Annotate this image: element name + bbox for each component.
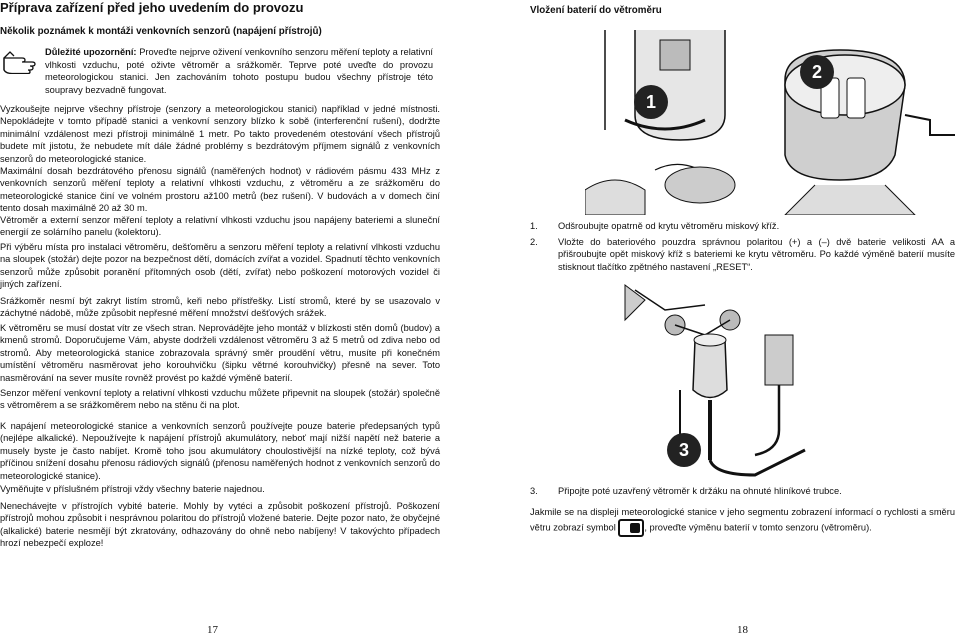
- step-marker-2: 2: [800, 55, 834, 89]
- paragraph: Větroměr a externí senzor měření teploty a relativní vlhkosti vzduchu jsou napájeny bateriemi a sluneční energií ze solárního panelu (kolektoru).: [0, 215, 440, 238]
- paragraph: Senzor měření venkovní teploty a relativní vlhkosti vzduchu můžete připevnit na sloupek (stožár) společně s větroměrem a se srážkoměrem nebo na stěnu či na plot.: [0, 388, 440, 411]
- warning-box: [45, 46, 433, 96]
- page-title: Příprava zařízení před jeho uvedením do provozu: [0, 0, 304, 15]
- list-item: 1. Odšroubujte opatrně od krytu větroměru miskový kříž.: [530, 221, 780, 231]
- battery-low-icon: [618, 519, 644, 537]
- list-item: 2. Vložte do bateriového pouzdra správnou polaritou (+) a (–) dvě baterie velikosti AA a přišroubujte opět miskový kříž s bateriemi ke krytu větroměru. Po každé výměně baterií musíte stisknout tlačítko zpětného nastavení „RESET“.: [530, 237, 955, 272]
- paragraph: Nenechávejte v přístrojích vybité baterie. Mohly by vytéci a způsobit poškození přístrojů. Poškození přístrojů mohou způsobit i nesprávnou polaritou do přístrojů vložené baterie. Dejte pozor nato, že obyčejné (alkalické) baterie nesmějí být zkratovány, odhazovány do ohně nebo nabíjeny! V takovýchto případech hrozí nebezpečí exploze!: [0, 501, 440, 549]
- pointing-hand-icon: [2, 50, 40, 74]
- list-item: 3. Připojte poté uzavřený větroměr k držáku na ohnuté hliníkové trubce.: [530, 486, 842, 496]
- paragraph: K větroměru se musí dostat vítr ze všech stran. Neprovádějte jeho montáž v blízkosti stěn domů (budov) a kmenů stromů. Doporučujeme Vám, abyste dodrželi vzdálenost větroměru 3 až 5 metrů od zdiva nebo od stromů. Aby meteorologická stanice zobrazovala správný směr proudění větru, musíte při konečném umístění větroměru nasměrovat jeho korouhvičku (šipku větrné korouhvičky) přesně na sever. Toto nasměrování na sever musíte rovněž provést po každé výměně baterií.: [0, 323, 440, 383]
- paragraph: Vyměňujte v příslušném přístroji vždy všechny baterie najednou.: [0, 484, 265, 494]
- warning-label: Důležité upozornění:: [45, 47, 137, 57]
- anemometer-mount-illustration: [605, 280, 835, 480]
- step-marker-1: 1: [634, 85, 668, 119]
- warning-text: Proveďte nejprve oživení venkovního senzoru měření teploty a relativní vlhkosti vzduchu, poté oživte větroměr a srážkoměr. Teprve poté uveďte do provozu meteorologickou stanici. Jen zachováním tohoto postupu budou všechny přístroje této soupravy bezvadně fungovat.: [45, 47, 433, 95]
- battery-housing-illustration: [585, 20, 955, 215]
- paragraph: K napájení meteorologické stanice a venkovních senzorů používejte pouze baterie předepsaných typů (nejlépe alkalické). Nepoužívejte k napájení přístrojů akumulátory, neboť mají nižší napětí než baterie a musely byste je často nabíjet. Kromě toho jsou akumulátory choulostivější na nízké teploty, což bývá příčinou snížení dosahu přenosu rádiových signálů (přenosu naměřených hodnot z venkovních senzorů do meteorologické stanice).: [0, 421, 440, 481]
- final-paragraph: Jakmile se na displeji meteorologické stanice v jeho segmentu zobrazení informací o rychlosti a směru větru zobrazí symbol , proveďte výměnu baterií v tomto senzoru (větroměru).: [530, 506, 955, 537]
- page-number: 18: [737, 624, 748, 636]
- paragraph: Vyzkoušejte nejprve všechny přístroje (senzory a meteorologickou stanici) například v jedné místnosti. Nepokládejte v tomto případě stanici a venkovní senzory blízko k sobě (interferenční rušení), dodržte minimální vzdálenost mezi přístroji minimálně 1 metr. Po takto provedeném otestování všech přístrojů budete mít jistotu, že nebudete mít dále žádné problémy s bezdrátovým příjmem signálů z venkovních senzorů do meteorologické stanice.: [0, 104, 440, 164]
- paragraph: Srážkoměr nesmí být zakryt listím stromů, keři nebo přístřešky. Listí stromů, které by se usazovalo v záchytné nádobě, může způsobit nepřesné měření množství dešťových srážek.: [0, 296, 440, 319]
- page-number: 17: [207, 624, 218, 636]
- step-marker-3: 3: [667, 433, 701, 467]
- section-subtitle: Několik poznámek k montáži venkovních senzorů (napájení přístrojů): [0, 26, 322, 37]
- paragraph: Maximální dosah bezdrátového přenosu signálů (naměřených hodnot) v rádiovém pásmu 433 MHz z venkovních senzorů měření teploty a relativní vlhkosti vzduchu, z větroměru a ze srážkoměru do meteorologické stanice činí ve volném prostoru až100 metrů (bez rušení). V budovách a v domech činí tento dosah maximálně 20 až 30 m.: [0, 166, 440, 214]
- paragraph: Při výběru místa pro instalaci větroměru, dešťoměru a senzoru měření teploty a relativní vlhkosti vzduchu na sloupek (stožár) dejte pozor na bezpečnost dětí, domácích zvířat a vozidel. Spadnutí těchto venkovních senzorů může způsobit poranění přítomných osob (dětí, zvířat) nebo poškození motorových vozidel či jiných zařízení.: [0, 242, 440, 290]
- section-title: Vložení baterií do větroměru: [530, 5, 662, 16]
